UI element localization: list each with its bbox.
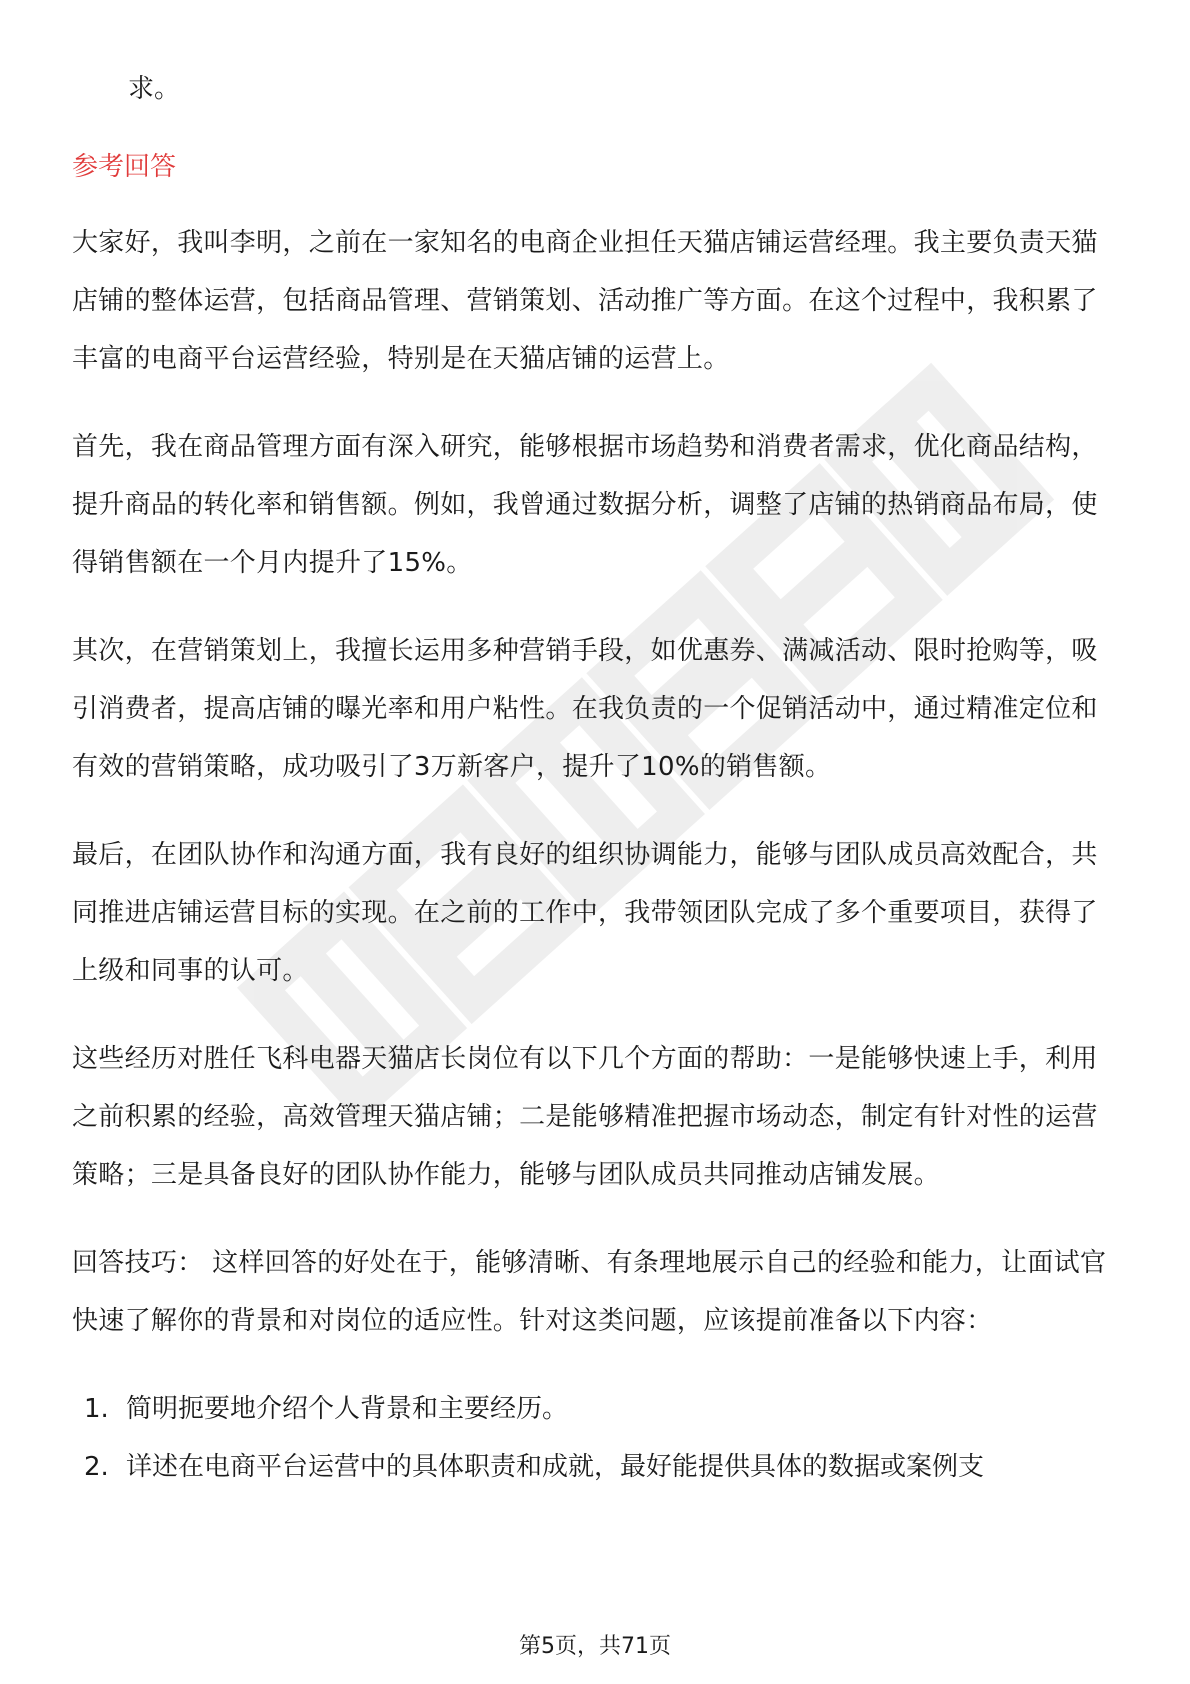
list-item: [72, 1380, 1118, 1438]
document-body: [72, 60, 1118, 1496]
list-item-number: 2.: [84, 1452, 109, 1482]
paragraph-product-management: 首先，我在商品管理方面有深入研究，能够根据市场趋势和消费者需求，优化商品结构，提升商品的转化率和销售额。例如，我曾通过数据分析，调整了店铺的热销商品布局，使得销售额在一个月内提升了15%。: [72, 432, 1098, 578]
section-heading: 参考回答: [72, 152, 177, 182]
paragraph-answer-tips: 回答技巧： 这样回答的好处在于，能够清晰、有条理地展示自己的经验和能力，让面试官快速了解你的背景和对岗位的适应性。针对这类问题，应该提前准备以下内容：: [72, 1248, 1107, 1336]
tips-list: [72, 1380, 1118, 1496]
list-item-number: 1.: [84, 1394, 109, 1424]
list-item-text: 简明扼要地介绍个人背景和主要经历。: [126, 1394, 569, 1424]
paragraph-benefits: 这些经历对胜任飞科电器天猫店长岗位有以下几个方面的帮助：一是能够快速上手，利用之前积累的经验，高效管理天猫店铺；二是能够精准把握市场动态，制定有针对性的运营策略；三是具备良好的团队协作能力，能够与团队成员共同推动店铺发展。: [72, 1044, 1098, 1190]
list-item: [72, 1438, 1118, 1496]
page-number-footer: 第5页，共71页: [519, 1634, 671, 1659]
paragraph-teamwork: 最后，在团队协作和沟通方面，我有良好的组织协调能力，能够与团队成员高效配合，共同推进店铺运营目标的实现。在之前的工作中，我带领团队完成了多个重要项目，获得了上级和同事的认可。: [72, 840, 1098, 986]
list-item-text: 详述在电商平台运营中的具体职责和成就，最好能提供具体的数据或案例支: [126, 1452, 985, 1482]
paragraph-marketing: 其次，在营销策划上，我擅长运用多种营销手段，如优惠券、满减活动、限时抢购等，吸引消费者，提高店铺的曝光率和用户粘性。在我负责的一个促销活动中，通过精准定位和有效的营销策略，成功吸引了3万新客户，提升了10%的销售额。: [72, 636, 1098, 782]
continuation-text: 求。: [128, 74, 181, 104]
paragraph-intro: 大家好，我叫李明，之前在一家知名的电商企业担任天猫店铺运营经理。我主要负责天猫店铺的整体运营，包括商品管理、营销策划、活动推广等方面。在这个过程中，我积累了丰富的电商平台运营经验，特别是在天猫店铺的运营上。: [72, 228, 1098, 374]
